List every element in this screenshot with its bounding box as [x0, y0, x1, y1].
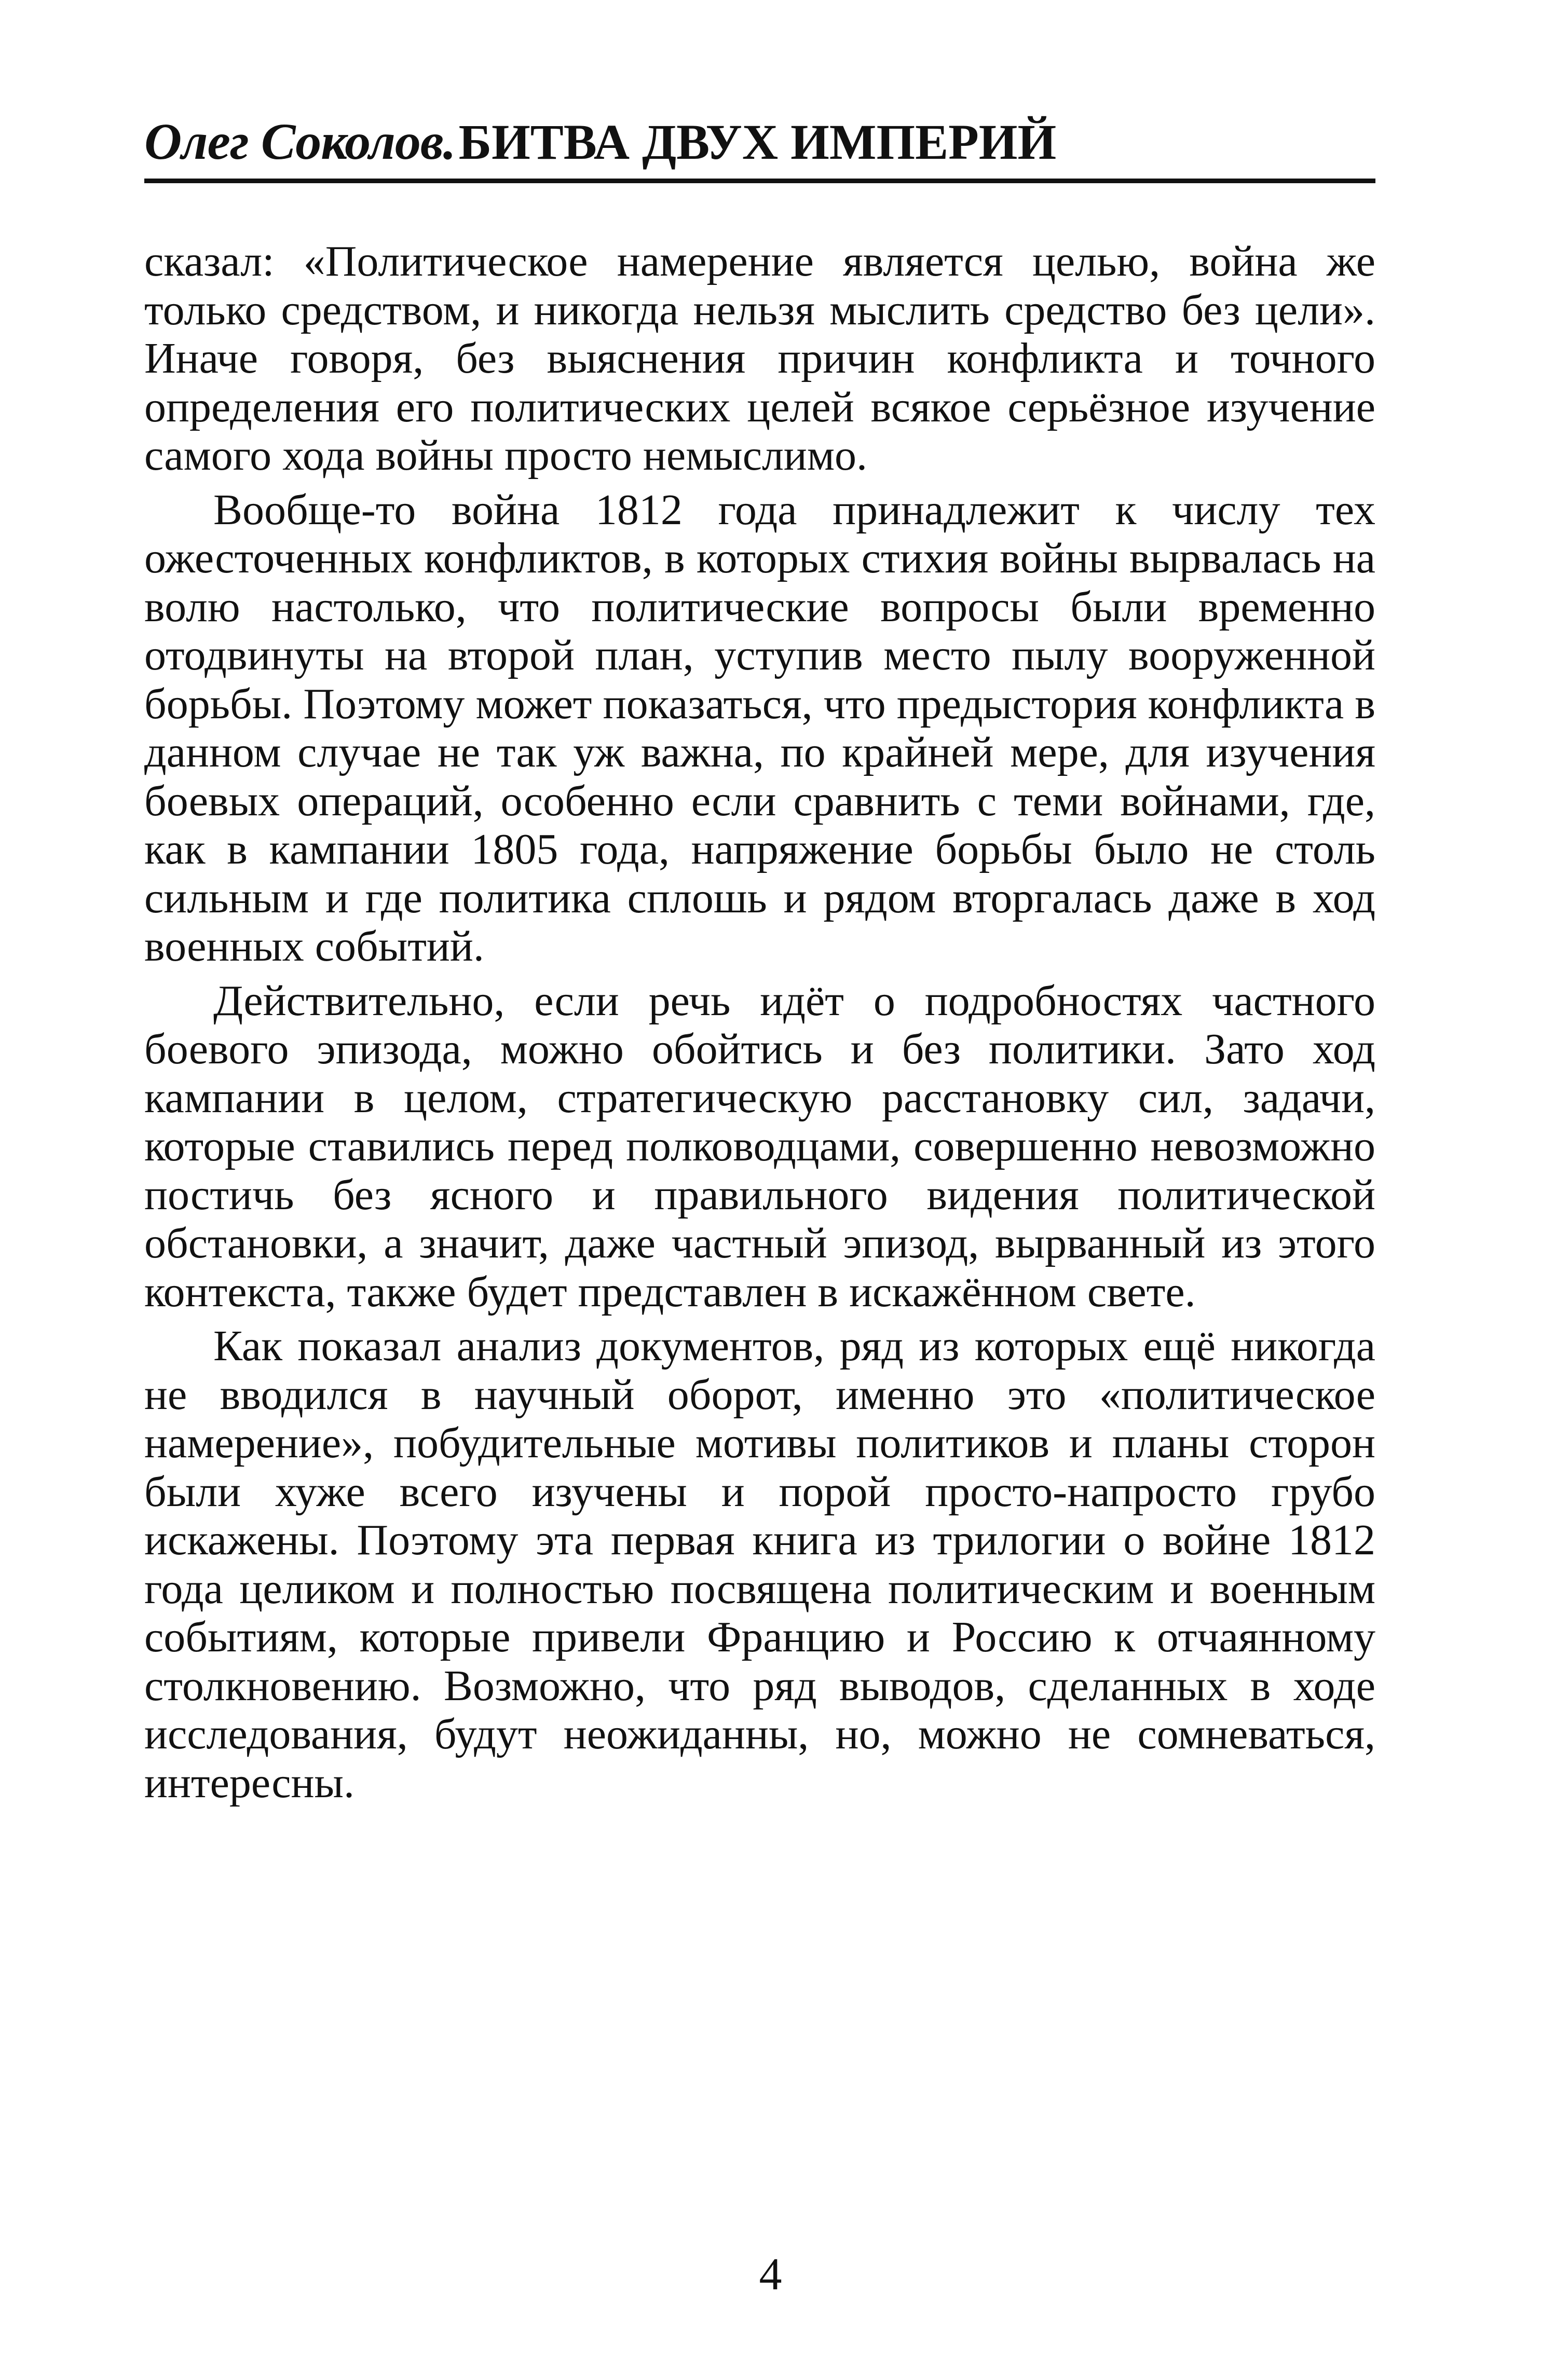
running-head-author: Олег Соколов.: [144, 113, 456, 170]
paragraph: сказал: «Политическое намерение является целью, война же только средством, и никогда нельзя мыслить средство без цели». Иначе говоря, без выяснения причин конфликта и точного определения его политических целей всякое серьёзное изучение самого хода войны просто немыслимо.: [144, 237, 1375, 480]
running-head-title: БИТВА ДВУХ ИМПЕРИЙ: [458, 114, 1057, 170]
page-number: 4: [759, 2249, 782, 2300]
running-head: [144, 112, 1375, 183]
book-page: [144, 112, 1375, 1807]
body-text: [144, 237, 1375, 1807]
paragraph: Как показал анализ документов, ряд из которых ещё никогда не вводился в научный оборот, именно это «политическое намерение», побудительные мотивы политиков и планы сторон были хуже всего изучены и порой просто-напросто грубо искажены. Поэтому эта первая книга из трилогии о войне 1812 года целиком и полностью посвящена политическим и военным событиям, которые привели Францию и Россию к отчаянному столкновению. Возможно, что ряд выводов, сделанных в ходе исследования, будут неожиданны, но, можно не сомневаться, интересны.: [144, 1322, 1375, 1807]
paragraph: Действительно, если речь идёт о подробностях частного боевого эпизода, можно обойтись и без политики. Зато ход кампании в целом, стратегическую расстановку сил, задачи, которые ставились перед полководцами, совершенно невозможно постичь без ясного и правильного видения политической обстановки, а значит, даже частный эпизод, вырванный из этого контекста, также будет представлен в искажённом свете.: [144, 976, 1375, 1316]
paragraph: Вообще-то война 1812 года принадлежит к числу тех ожесточенных конфликтов, в которых стихия войны вырвалась на волю настолько, что политические вопросы были временно отодвинуты на второй план, уступив место пылу вооруженной борьбы. Поэтому может показаться, что предыстория конфликта в данном случае не так уж важна, по крайней мере, для изучения боевых операций, особенно если сравнить с теми войнами, где, как в кампании 1805 года, напряжение борьбы было не столь сильным и где политика сплошь и рядом вторгалась даже в ход военных событий.: [144, 485, 1375, 970]
